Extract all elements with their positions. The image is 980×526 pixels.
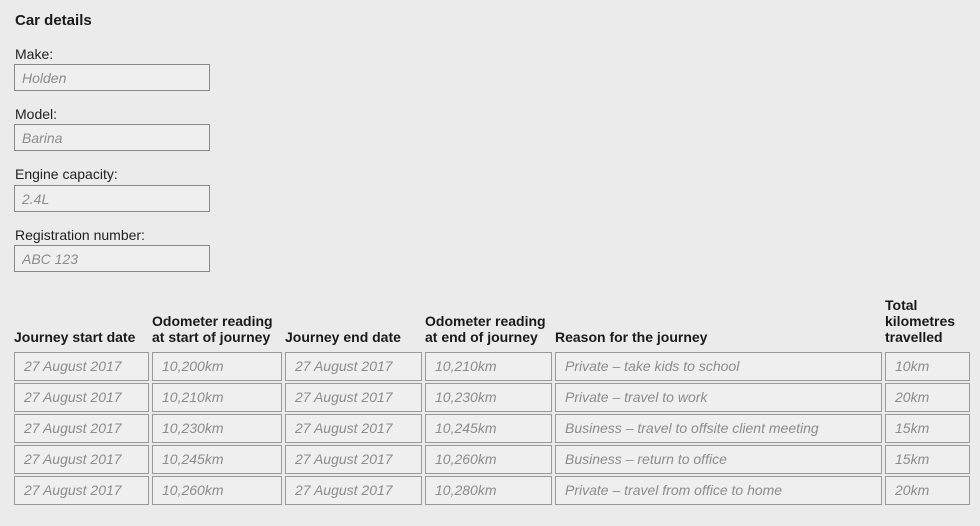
header-reason: Reason for the journey [555,329,708,345]
end-date-cell[interactable]: 27 August 2017 [285,352,422,381]
reason-cell[interactable]: Business – travel to offsite client meeting [555,414,882,443]
odometer-start-cell[interactable]: 10,210km [152,383,282,412]
odometer-end-cell[interactable]: 10,280km [425,476,552,505]
total-km-cell[interactable]: 15km [885,414,970,443]
journey-log-table [14,297,970,506]
start-date-cell[interactable]: 27 August 2017 [14,352,149,381]
odometer-end-cell[interactable]: 10,230km [425,383,552,412]
make-field[interactable] [14,64,210,91]
end-date-cell[interactable]: 27 August 2017 [285,445,422,474]
start-date-cell[interactable]: 27 August 2017 [14,383,149,412]
odometer-start-cell[interactable]: 10,260km [152,476,282,505]
header-total-km: Total kilometres travelled [885,297,956,345]
end-date-cell[interactable]: 27 August 2017 [285,383,422,412]
total-km-cell[interactable]: 20km [885,383,970,412]
reason-cell[interactable]: Private – travel to work [555,383,882,412]
odometer-start-cell[interactable]: 10,200km [152,352,282,381]
odometer-end-cell[interactable]: 10,260km [425,445,552,474]
odometer-start-cell[interactable]: 10,245km [152,445,282,474]
header-odometer-start: Odometer reading at start of journey [152,313,273,345]
registration-number-label: Registration number: [15,227,145,243]
end-date-cell[interactable]: 27 August 2017 [285,414,422,443]
table-row [14,444,970,475]
total-km-cell[interactable]: 15km [885,445,970,474]
journey-log-header-row [14,297,970,351]
start-date-cell[interactable]: 27 August 2017 [14,476,149,505]
table-row [14,382,970,413]
registration-number-field[interactable] [14,245,210,272]
table-row [14,413,970,444]
model-field[interactable] [14,124,210,151]
table-row [14,475,970,506]
make-label: Make: [15,46,54,62]
header-odometer-end: Odometer reading at end of journey [425,313,546,345]
start-date-cell[interactable]: 27 August 2017 [14,445,149,474]
total-km-cell[interactable]: 20km [885,476,970,505]
table-row [14,351,970,382]
car-details-title: Car details [15,12,92,29]
odometer-end-cell[interactable]: 10,245km [425,414,552,443]
odometer-start-cell[interactable]: 10,230km [152,414,282,443]
engine-capacity-label: Engine capacity: [15,166,118,182]
start-date-cell[interactable]: 27 August 2017 [14,414,149,443]
end-date-cell[interactable]: 27 August 2017 [285,476,422,505]
model-label: Model: [15,106,58,122]
reason-cell[interactable]: Private – travel from office to home [555,476,882,505]
engine-capacity-field[interactable] [14,185,210,212]
reason-cell[interactable]: Private – take kids to school [555,352,882,381]
header-journey-end-date: Journey end date [285,329,401,345]
reason-cell[interactable]: Business – return to office [555,445,882,474]
odometer-end-cell[interactable]: 10,210km [425,352,552,381]
total-km-cell[interactable]: 10km [885,352,970,381]
header-journey-start-date: Journey start date [14,329,136,345]
